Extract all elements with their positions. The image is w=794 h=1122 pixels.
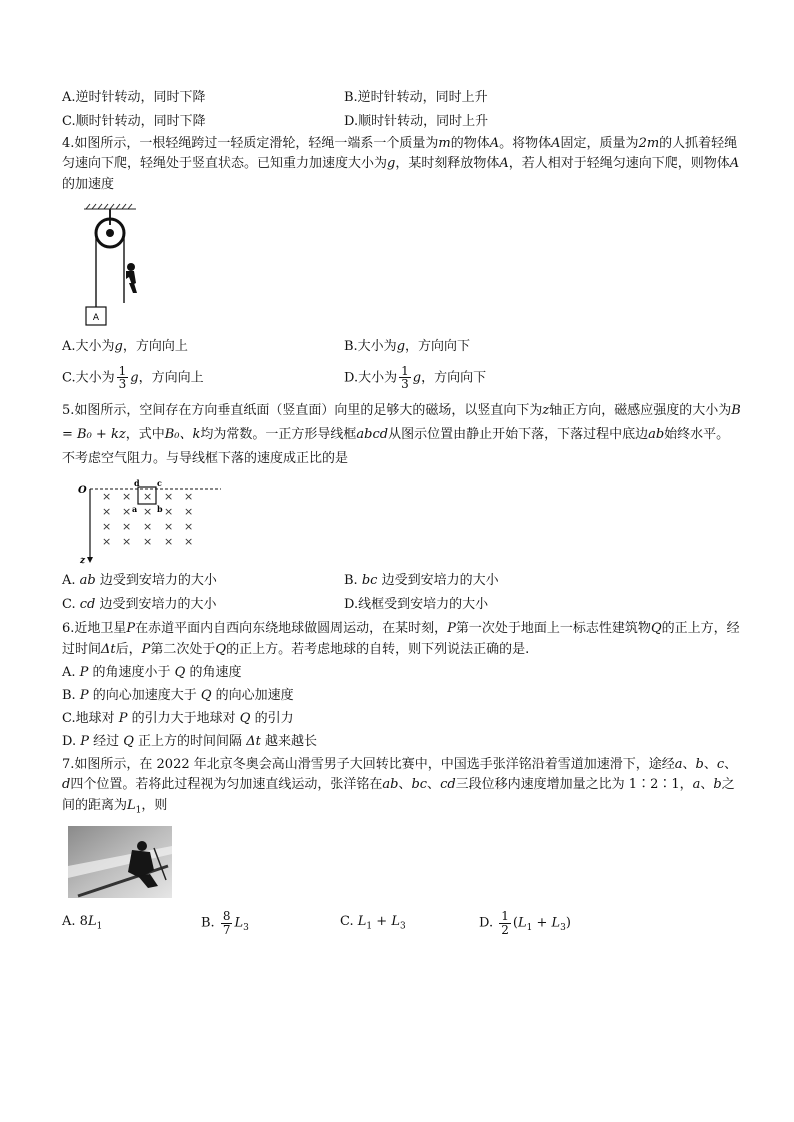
q6-option-b[interactable]: B. P 的向心加速度大于 Q 的向心加速度: [62, 687, 294, 703]
field-cross-icon: ×: [184, 505, 194, 519]
svg-text:c: c: [157, 478, 162, 489]
field-cross-icon: ×: [184, 490, 194, 504]
q7-option-b[interactable]: B. $\frac{8}{7}$ $L_3$: [201, 909, 249, 937]
q5-option-c[interactable]: C. cd 边受到安培力的大小: [62, 597, 217, 613]
q5-options-row1: [62, 571, 742, 591]
q3-options-row2: [62, 112, 742, 132]
field-cross-icon: ×: [143, 490, 153, 504]
q7-stem: 7.如图所示，在 2022 年北京冬奥会高山滑雪男子大回转比赛中，中国选手张洋铭沿着雪道加速滑下，途经a、b、c、d四个位置。若将此过程视为匀加速直线运动，张洋铭在ab、bc、cd三段位移内速度增加量之比为 1∶2∶1，a、b之间的距离为$L_1$，则: [62, 757, 738, 816]
field-cross-icon: ×: [184, 535, 194, 549]
field-cross-icon: ×: [143, 520, 153, 534]
fraction-one-third: $\frac{1}{3}$: [401, 363, 409, 392]
field-cross-icon: ×: [102, 520, 112, 534]
q4-options-row2: [62, 365, 742, 391]
q5-stem: 5.如图所示，空间存在方向垂直纸面（竖直面）向里的足够大的磁场，以竖直向下为z轴正方向，磁感应强度的大小为B = B₀ + kz，式中B₀、k均为常数。一正方形导线框abcd从图示位置由静止开始下落，下落过程中底边ab始终水平。不考虑空气阻力。与导线框下落的速度成正比的是: [62, 403, 741, 467]
q5-option-d[interactable]: D.线框受到安培力的大小: [344, 597, 489, 613]
q3-option-d[interactable]: D.顺时针转动，同时上升: [344, 114, 489, 130]
field-cross-icon: ×: [164, 505, 174, 519]
fraction-one-half: $\frac{1}{2}$: [501, 909, 509, 937]
q6-option-a[interactable]: A. P 的角速度小于 Q 的角速度: [62, 664, 242, 680]
svg-text:b: b: [157, 504, 163, 515]
fraction-one-third: $\frac{1}{3}$: [118, 363, 127, 392]
q3-option-c[interactable]: C.顺时针转动，同时下降: [62, 114, 206, 130]
q4-option-b[interactable]: B.大小为g，方向向下: [344, 338, 471, 354]
q5-options-row2: [62, 595, 742, 615]
exam-page: [62, 88, 742, 936]
field-cross-icon: ×: [143, 535, 153, 549]
field-cross-icon: ×: [102, 490, 112, 504]
q5-option-a[interactable]: A. ab 边受到安培力的大小: [62, 573, 217, 589]
field-cross-icon: ×: [164, 490, 174, 504]
q7-option-d[interactable]: D. $\frac{1}{2}$ $(L_1 + L_3)$: [479, 909, 571, 937]
pulley-axle: [106, 229, 114, 237]
q7-options-row: [62, 910, 742, 936]
q5-option-b[interactable]: B. bc 边受到安培力的大小: [344, 573, 499, 589]
field-cross-icon: ×: [122, 535, 132, 549]
field-cross-icon: ×: [122, 505, 132, 519]
field-cross-icon: ×: [102, 535, 112, 549]
q4-option-d[interactable]: D.大小为 $\frac{1}{3}$ g，方向向下: [344, 363, 487, 392]
field-cross-icon: ×: [143, 505, 153, 519]
field-cross-icon: ×: [102, 505, 112, 519]
fraction-eight-sevenths: $\frac{8}{7}$: [222, 909, 231, 937]
skier-photo: [68, 826, 172, 898]
field-cross-icon: ×: [184, 520, 194, 534]
pulley-figure: [74, 203, 164, 333]
svg-text:a: a: [132, 504, 138, 515]
field-cross-icon: ×: [164, 520, 174, 534]
svg-text:d: d: [134, 478, 140, 489]
q6-option-d[interactable]: D. P 经过 Q 正上方的时间间隔 Δt 越来越长: [62, 734, 317, 750]
q4-option-c[interactable]: C.大小为 $\frac{1}{3}$ g，方向向上: [62, 363, 204, 392]
origin-label: O: [78, 485, 87, 497]
q3-options-row1: [62, 88, 742, 108]
q7-option-c[interactable]: C. $L_1 + L_3$: [340, 913, 406, 932]
climber-icon: [126, 263, 137, 293]
field-cross-icon: ×: [122, 490, 132, 504]
q7-option-a[interactable]: A. $8L_1$: [62, 913, 103, 932]
q4-option-a[interactable]: A.大小为g，方向向上: [62, 338, 188, 354]
q6-stem: 6.近地卫星P在赤道平面内自西向东绕地球做圆周运动，在某时刻，P第一次处于地面上一标志性建筑物Q的正上方，经过时间Δt后，P第二次处于Q的正上方。若考虑地球的自转，则下列说法正确的是.: [62, 621, 740, 657]
z-label: z: [80, 556, 86, 567]
q6-option-c[interactable]: C.地球对 P 的引力大于地球对 Q 的引力: [62, 711, 294, 727]
field-crosses: [102, 490, 193, 548]
field-cross-icon: ×: [122, 520, 132, 534]
z-axis-arrow-icon: [87, 557, 93, 563]
field-cross-icon: ×: [164, 535, 174, 549]
q4-stem: 4.如图所示，一根轻绳跨过一轻质定滑轮，轻绳一端系一个质量为m的物体A。将物体A固定，质量为2m的人抓着轻绳匀速向下爬，轻绳处于竖直状态。已知重力加速度大小为g，某时刻释放物体A，若人相对于轻绳匀速向下爬，则物体A的加速度: [62, 136, 740, 192]
q3-option-a[interactable]: A.逆时针转动，同时下降: [62, 90, 206, 105]
magnetic-field-figure: [76, 477, 226, 567]
field-formula: B = B₀ + kz: [62, 403, 741, 443]
q3-option-b[interactable]: B.逆时针转动，同时上升: [344, 90, 488, 105]
q4-options-row1: [62, 337, 742, 357]
box-a-label: A: [92, 312, 100, 323]
